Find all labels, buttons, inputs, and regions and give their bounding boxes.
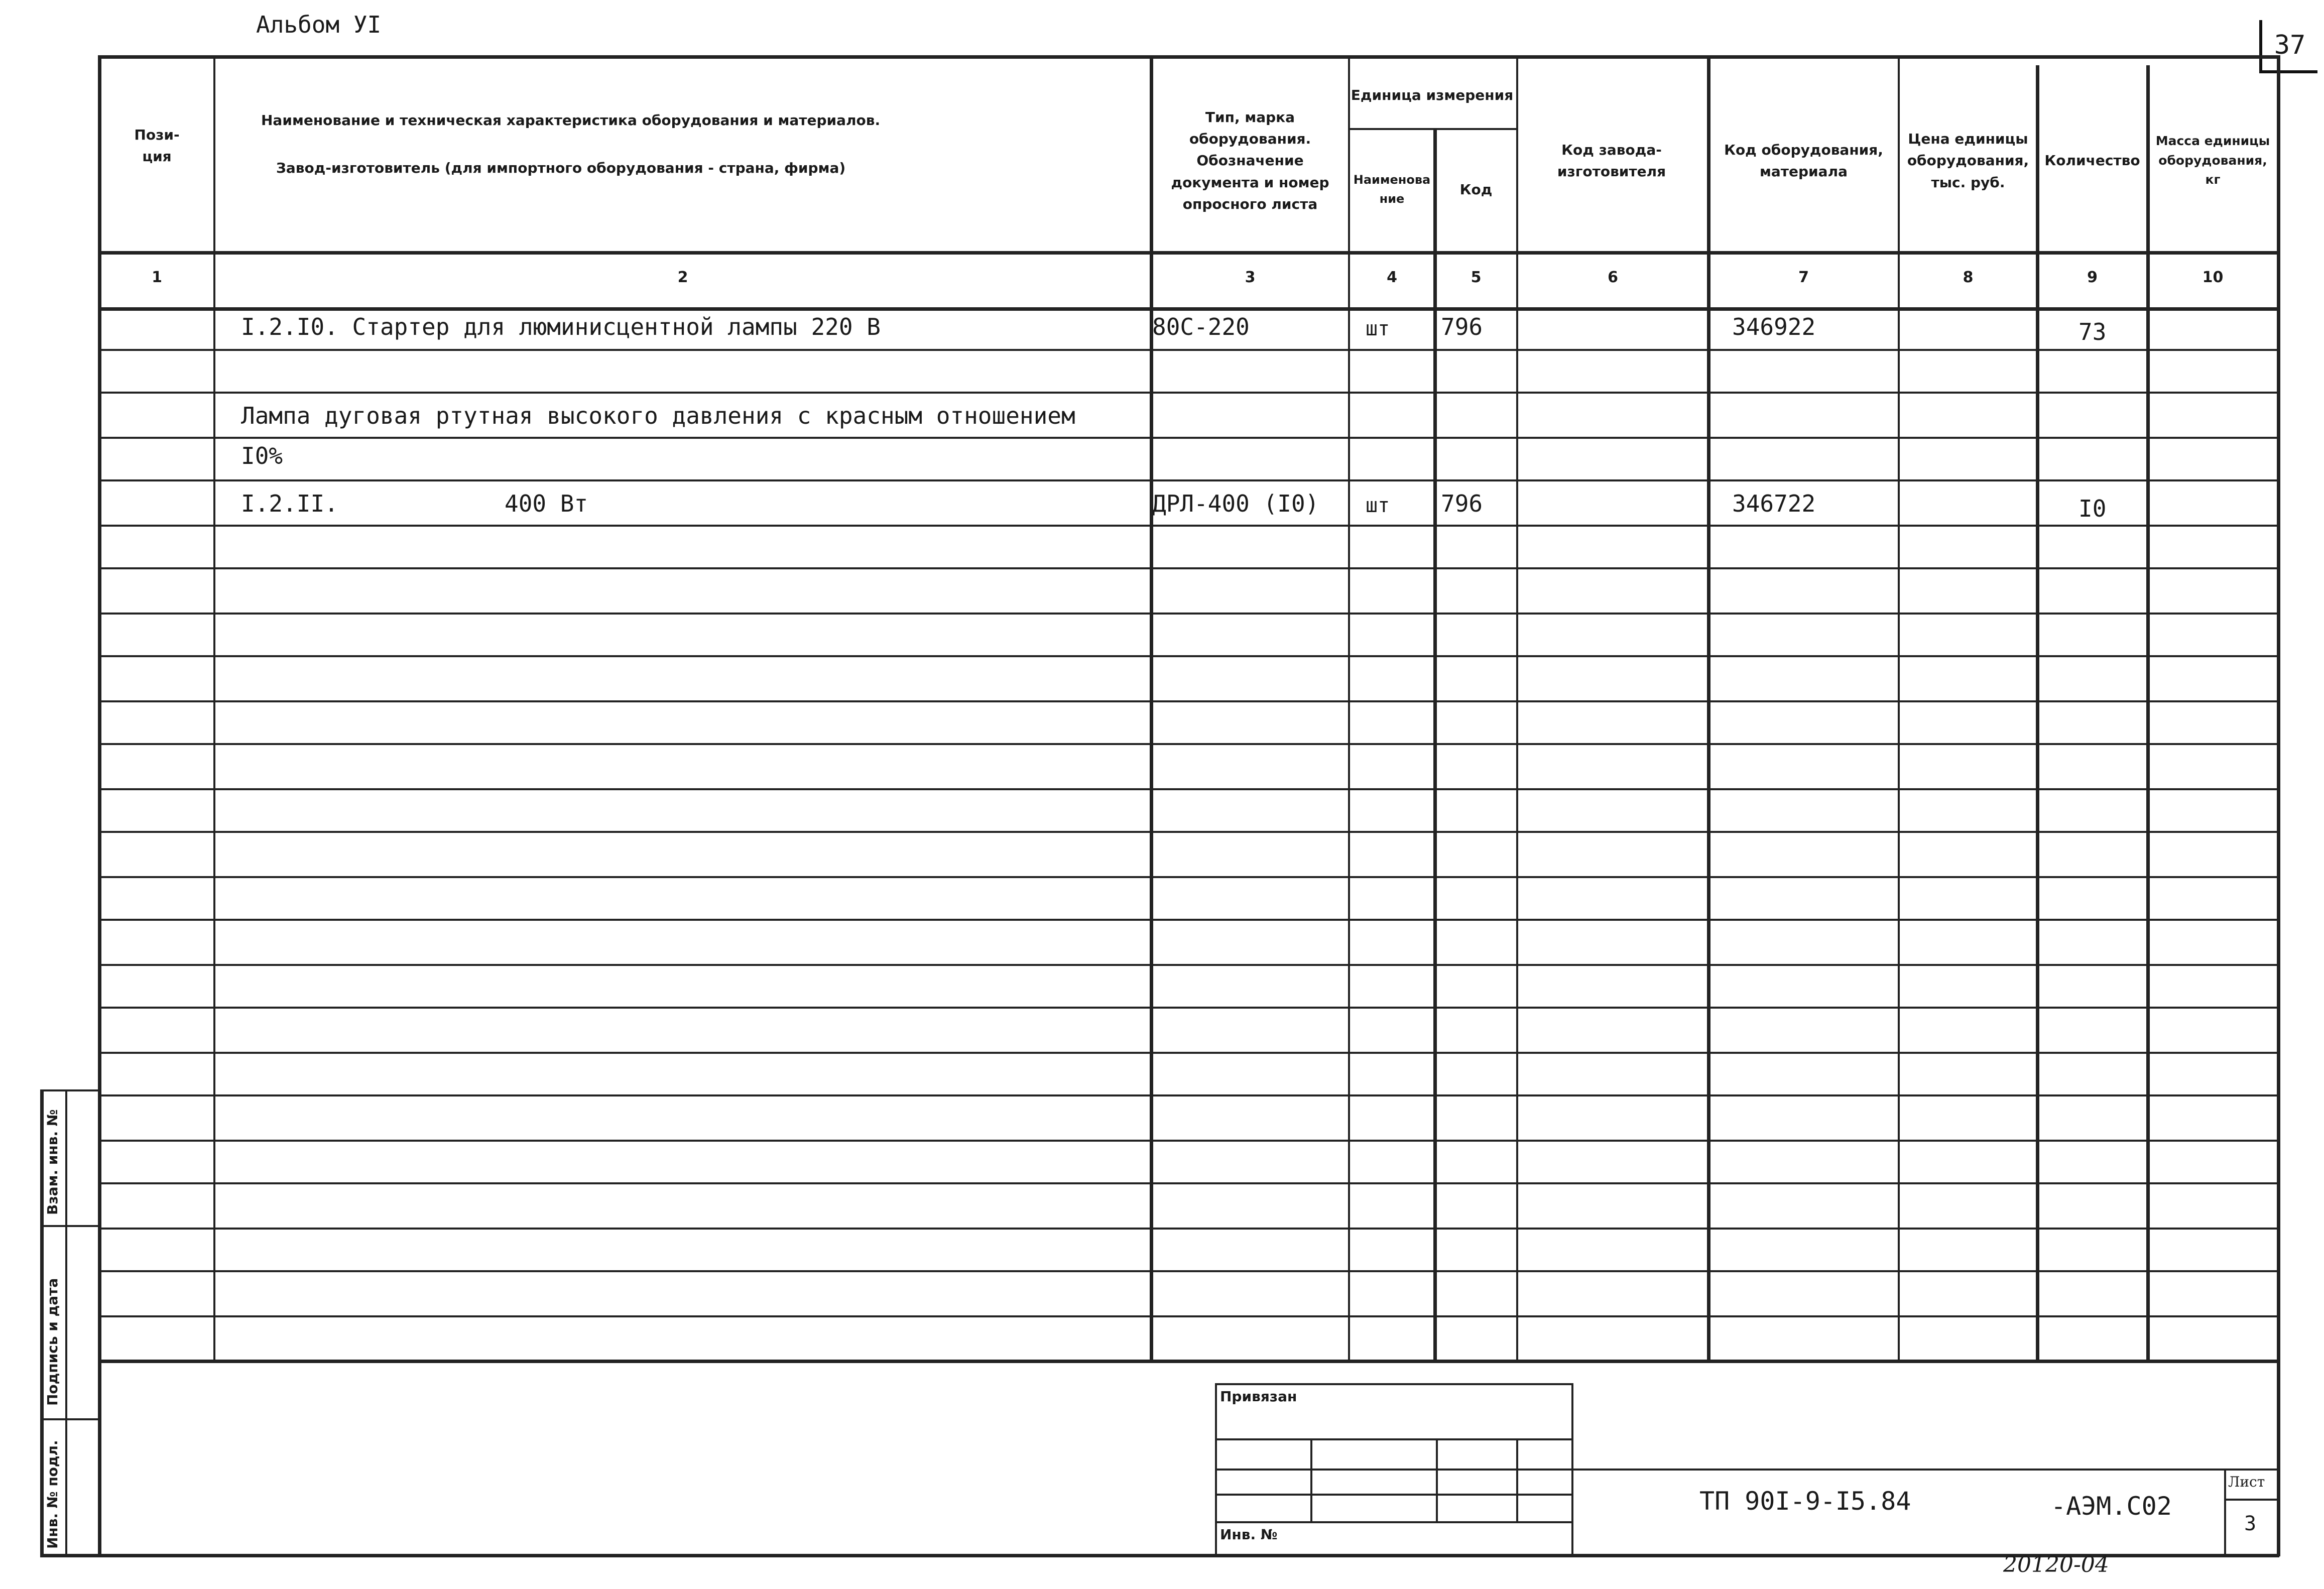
handwritten-number: 20120-04 xyxy=(2003,1552,2109,1577)
header-col10: Масса единицы оборудования, кг xyxy=(2155,133,2270,187)
page-number: 37 xyxy=(2259,20,2317,73)
row-line xyxy=(98,1140,2279,1142)
column-number: 4 xyxy=(1387,269,1397,286)
table-bottom xyxy=(98,1360,2279,1363)
header-col1: Пози- ция xyxy=(134,126,180,165)
row-line xyxy=(98,876,2279,878)
row-line xyxy=(98,964,2279,966)
header-unit-group: Единица измерения xyxy=(1351,87,1514,104)
header-col3: Тип, марка оборудования. Обозначение документа и номер опросного листа xyxy=(1171,108,1329,213)
row-line xyxy=(98,831,2279,833)
row-line xyxy=(98,1270,2279,1272)
row3-qty: I0 xyxy=(2078,495,2107,522)
side-label-orig: Инв. № подл. xyxy=(44,1440,61,1549)
row-line xyxy=(98,525,2279,527)
header-col4: Наименование xyxy=(1353,173,1431,206)
side-frame-inner xyxy=(65,1089,67,1556)
row2-name-line2: I0% xyxy=(241,442,283,469)
row-line xyxy=(98,1052,2279,1054)
row-line xyxy=(98,743,2279,745)
row3-name: 400 Вт xyxy=(505,490,588,517)
column-number: 10 xyxy=(2202,269,2224,286)
row1-type: 80С-220 xyxy=(1152,313,1250,340)
numrow-bottom xyxy=(98,307,2279,311)
row3-type: ДРЛ-400 (I0) xyxy=(1152,490,1319,517)
row-line xyxy=(98,392,2279,394)
stamp-sheet-value: 3 xyxy=(2244,1512,2257,1535)
side-frame-left xyxy=(40,1089,44,1556)
side-label-inv: Взам. инв. № xyxy=(44,1109,61,1215)
side-line xyxy=(40,1418,100,1420)
stamp-inv-label: Инв. № xyxy=(1220,1526,1278,1543)
header-col8: Цена единицы оборудования, тыс. руб. xyxy=(1907,130,2029,191)
stamp-line xyxy=(1215,1383,1571,1385)
header-col7: Код оборудования, материала xyxy=(1724,141,1883,180)
column-number: 7 xyxy=(1798,269,1809,286)
row-line xyxy=(98,349,2279,351)
row-line xyxy=(98,613,2279,615)
row3-pos: I.2.II. xyxy=(241,490,338,517)
side-label-sign: Подпись и дата xyxy=(44,1278,61,1406)
row3-material-code: 346722 xyxy=(1732,490,1816,517)
stamp-doc-suffix: -АЭМ.С02 xyxy=(2051,1492,2172,1521)
album-label: Альбом УI xyxy=(256,11,382,38)
header-col2-line1: Наименование и техническая характеристика оборудования и материалов. xyxy=(261,112,881,129)
row1-unit: шт xyxy=(1366,317,1390,340)
column-number: 8 xyxy=(1963,269,1974,286)
row-line xyxy=(98,1228,2279,1230)
row-line xyxy=(98,479,2279,481)
col-divider-3 xyxy=(1348,55,1350,1361)
frame-right xyxy=(2277,55,2280,1556)
column-number: 3 xyxy=(1245,269,1256,286)
header-col9: Количество xyxy=(2044,152,2140,169)
col-divider-7 xyxy=(1898,55,1900,1361)
col-divider-9 xyxy=(2146,65,2150,1361)
row2-name-line1: Лампа дуговая ртутная высокого давления с красным отношением xyxy=(241,402,1075,429)
row1-name: I.2.I0. Стартер для люминисцентной лампы 220 В xyxy=(241,313,881,340)
col-divider-6 xyxy=(1707,55,1710,1361)
col-divider-2 xyxy=(1150,55,1153,1361)
row3-unit-code: 796 xyxy=(1441,490,1483,517)
row-line xyxy=(98,437,2279,439)
column-number: 2 xyxy=(677,269,688,286)
stamp-line xyxy=(1310,1438,1312,1521)
stamp-line xyxy=(1516,1438,1518,1521)
stamp-line xyxy=(1571,1469,2279,1471)
stamp-sheet-label: Лист xyxy=(2228,1474,2265,1490)
header-col2-line2: Завод-изготовитель (для импортного оборудования - страна, фирма) xyxy=(276,160,846,177)
header-bottom xyxy=(98,251,2279,255)
row3-unit: шт xyxy=(1366,494,1390,517)
row-line xyxy=(98,788,2279,790)
stamp-line xyxy=(1215,1521,1571,1523)
row-line xyxy=(98,567,2279,569)
header-col5: Код xyxy=(1459,181,1493,198)
stamp-line xyxy=(2224,1499,2279,1501)
stamp-line xyxy=(2224,1469,2226,1554)
row-line xyxy=(98,1094,2279,1096)
row1-material-code: 346922 xyxy=(1732,313,1816,340)
column-number: 6 xyxy=(1608,269,1618,286)
row-line xyxy=(98,1315,2279,1317)
side-line xyxy=(40,1089,100,1091)
unit-subheader-line xyxy=(1348,128,1516,130)
row-line xyxy=(98,1182,2279,1184)
row1-unit-code: 796 xyxy=(1441,313,1483,340)
row-line xyxy=(98,655,2279,657)
column-number: 1 xyxy=(152,269,162,286)
header-col6: Код завода-изготовителя xyxy=(1557,141,1666,180)
stamp-line xyxy=(1436,1438,1438,1521)
row1-qty: 73 xyxy=(2078,318,2107,345)
column-number: 5 xyxy=(1471,269,1482,286)
row-line xyxy=(98,700,2279,702)
frame-top xyxy=(98,55,2279,59)
col-divider-8 xyxy=(2036,65,2039,1361)
stamp-doc-code: ТП 90I-9-I5.84 xyxy=(1699,1487,1911,1516)
row-line xyxy=(98,919,2279,921)
frame-bottom xyxy=(40,1554,2279,1557)
stamp-linked-label: Привязан xyxy=(1220,1388,1297,1405)
row-line xyxy=(98,1007,2279,1009)
col-divider-1 xyxy=(213,55,215,1361)
col-divider-5 xyxy=(1516,55,1518,1361)
column-number: 9 xyxy=(2087,269,2098,286)
side-line xyxy=(40,1225,100,1227)
